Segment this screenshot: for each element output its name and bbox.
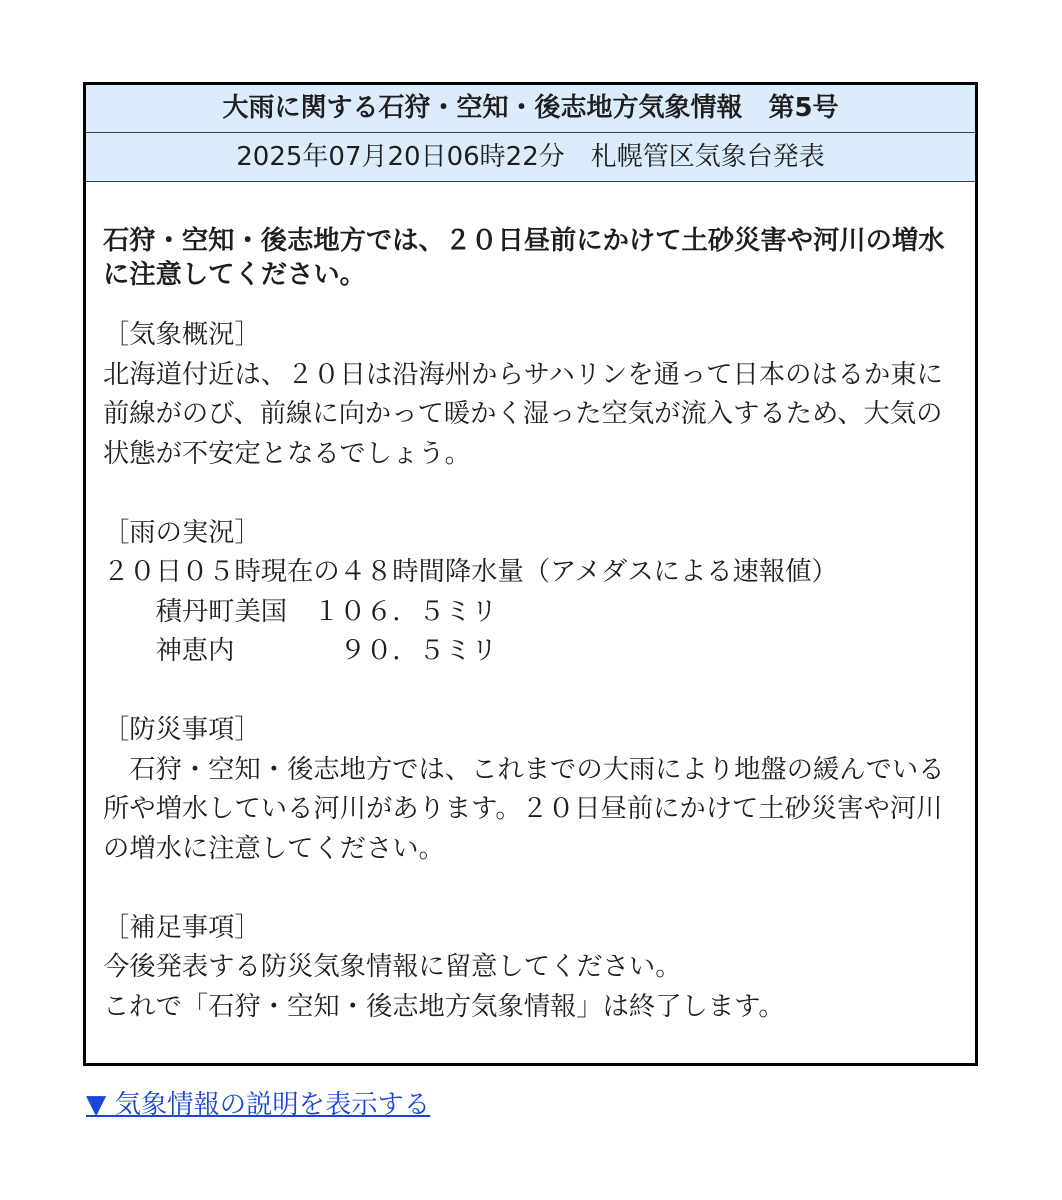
info-body <box>86 182 975 1063</box>
section-line: の増水に注意してください。 <box>103 833 445 864</box>
section-heading: ［補足事項］ <box>103 912 261 943</box>
weather-info-box <box>83 82 978 1066</box>
section-line: 前線がのび、前線に向かって暖かく湿った空気が流入するため、大気の <box>103 399 943 429</box>
show-explanation-label: 気象情報の説明を表示する <box>114 1090 431 1120</box>
triangle-down-icon: ▼ <box>86 1090 107 1120</box>
section-heading: ［防災事項］ <box>103 715 261 745</box>
headline-line: 石狩・空知・後志地方では、２０日昼前にかけて土砂災害や河川の増水 <box>103 226 945 256</box>
rainfall-row: 神恵内 ９０．５ミリ <box>103 636 498 666</box>
issued-datetime: 2025年07月20日06時22分 札幌管区気象台発表 <box>86 133 975 182</box>
sections <box>103 316 958 1027</box>
info-title: 大雨に関する石狩・空知・後志地方気象情報 第5号 <box>86 85 975 133</box>
section-rain-observation <box>103 514 958 672</box>
headline <box>103 224 958 292</box>
section-line: 状態が不安定となるでしょう。 <box>103 438 471 469</box>
headline-line: に注意してください。 <box>103 260 366 290</box>
section-line: ２０日０５時現在の４８時間降水量（アメダスによる速報値） <box>103 557 838 587</box>
section-weather-overview <box>103 316 958 474</box>
section-line: 石狩・空知・後志地方では、これまでの大雨により地盤の緩んでいる <box>103 754 945 785</box>
section-line: 今後発表する防災気象情報に留意してください。 <box>103 952 682 982</box>
section-supplementary <box>103 909 958 1028</box>
show-explanation-link[interactable] <box>86 1088 430 1122</box>
section-heading: ［雨の実況］ <box>103 517 261 548</box>
rainfall-row: 積丹町美国 １０６．５ミリ <box>103 596 498 627</box>
section-line: これで「石狩・空知・後志地方気象情報」は終了します。 <box>103 991 785 1022</box>
section-heading: ［気象概況］ <box>103 320 261 350</box>
section-line: 北海道付近は、２０日は沿海州からサハリンを通って日本のはるか東に <box>103 359 943 390</box>
info-header <box>86 85 975 182</box>
section-disaster-prevention <box>103 711 958 869</box>
section-line: 所や増水している河川があります。２０日昼前にかけて土砂災害や河川 <box>103 794 943 824</box>
